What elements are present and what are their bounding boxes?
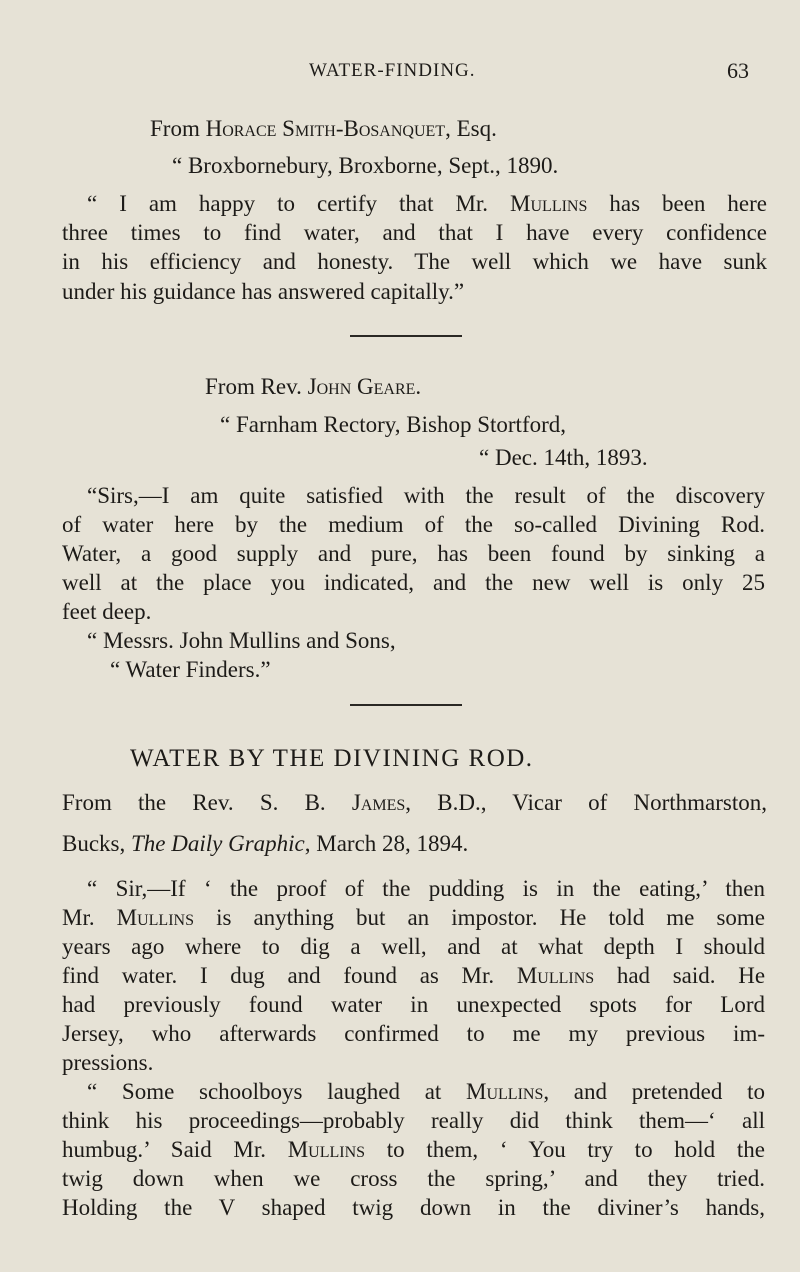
letter2-line: Water, a good supply and pure, has been found by sinking a [62, 541, 765, 566]
paragraph-line: “ Sir,—If ‘ the proof of the pudding is in the eating,’ then [87, 876, 765, 901]
page-number: 63 [727, 58, 749, 83]
letter1-line: under his guidance has answered capitally.” [62, 279, 465, 304]
paragraph-line: Jersey, who afterwards confirmed to me my previous im- [62, 1021, 765, 1046]
paragraph-line: had previously found water in unexpected spots for Lord [62, 992, 765, 1017]
letter2-author: John Geare. [307, 374, 422, 399]
letter1-author: Horace Smith-Bosanquet [205, 116, 446, 141]
paragraph-line: twig down when we cross the spring,’ and they tried. [62, 1166, 765, 1191]
letter2-line: well at the place you indicated, and the new well is only 25 [62, 570, 765, 595]
letter2-line: “Sirs,—I am quite satisfied with the result of the discovery [87, 483, 765, 508]
section-from-line: From the Rev. S. B. James, B.D., Vicar of Northmarston, [62, 790, 767, 815]
letter2-date: “ Dec. 14th, 1893. [479, 445, 648, 470]
paragraph-line: Mr. Mullins is anything but an impostor. He told me some [62, 905, 765, 930]
section-divider [350, 704, 462, 706]
section-divider [350, 335, 462, 337]
paragraph-line: pressions. [62, 1050, 154, 1075]
running-title: WATER-FINDING. [309, 60, 476, 81]
letter1-line: three times to find water, and that I have every confidence [62, 220, 767, 245]
letter2-from: From Rev. John Geare. [205, 374, 422, 399]
letter1-address: “ Broxbornebury, Broxborne, Sept., 1890. [172, 153, 559, 178]
section-from-line: Bucks, The Daily Graphic, March 28, 1894. [62, 831, 469, 856]
publication-title: The Daily Graphic [131, 831, 305, 856]
letter2-signoff: “ Messrs. John Mullins and Sons, [87, 628, 396, 653]
paragraph-line: Holding the V shaped twig down in the diviner’s hands, [62, 1195, 765, 1220]
letter2-signoff: “ Water Finders.” [110, 657, 271, 682]
letter2-address: “ Farnham Rectory, Bishop Stortford, [220, 412, 567, 437]
letter1-line: in his efficiency and honesty. The well which we have sunk [62, 249, 767, 274]
paragraph-line: humbug.’ Said Mr. Mullins to them, ‘ You try to hold the [62, 1137, 765, 1162]
letter2-line: feet deep. [62, 599, 152, 624]
letter1-line: “ I am happy to certify that Mr. Mullins has been here [87, 191, 767, 216]
letter1-from: From Horace Smith-Bosanquet, Esq. [150, 116, 497, 141]
paragraph-line: years ago where to dig a well, and at what depth I should [62, 934, 765, 959]
paragraph-line: find water. I dug and found as Mr. Mullins had said. He [62, 963, 766, 988]
paragraph-line: think his proceedings—probably really did think them—‘ all [62, 1108, 765, 1133]
paragraph-line: “ Some schoolboys laughed at Mullins, and pretended to [87, 1079, 765, 1104]
letter2-line: of water here by the medium of the so-called Divining Rod. [62, 512, 765, 537]
section-title: WATER BY THE DIVINING ROD. [130, 745, 534, 772]
